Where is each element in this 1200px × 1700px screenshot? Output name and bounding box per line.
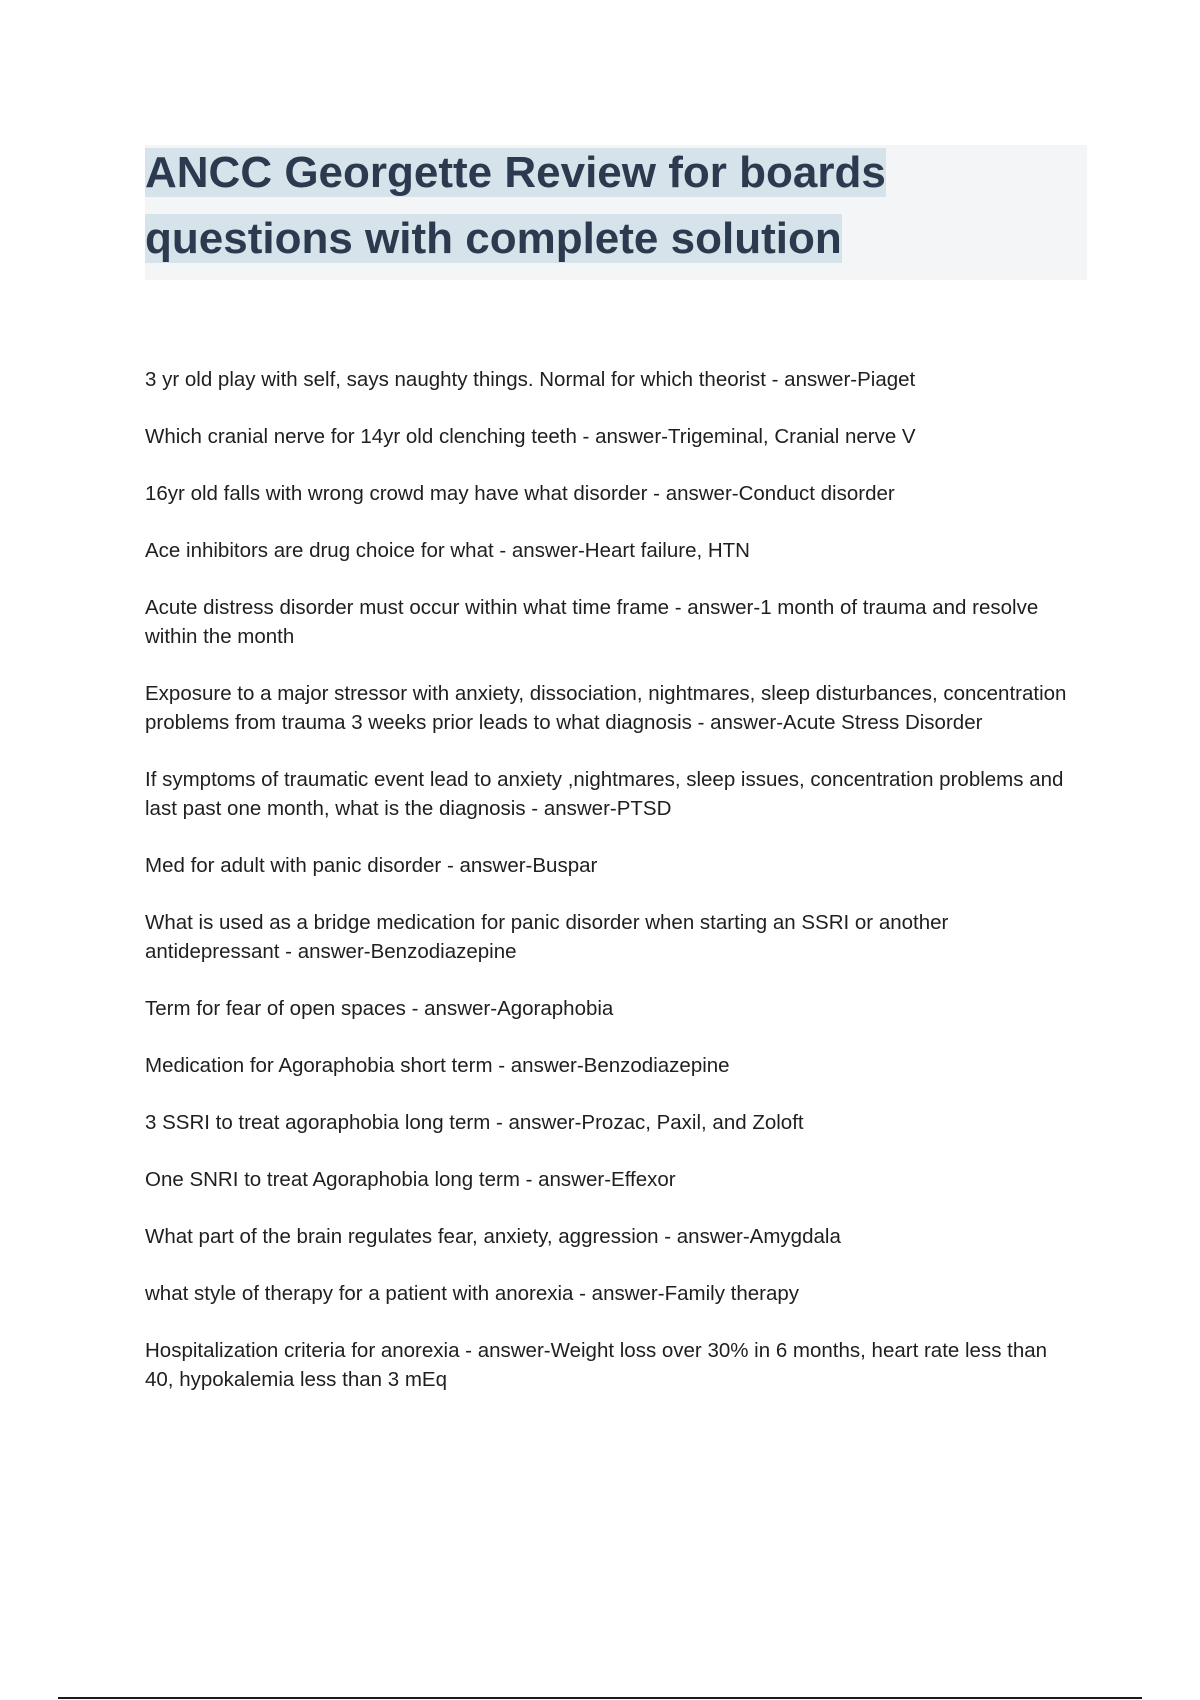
footer-divider (58, 1697, 1142, 1699)
qa-list (145, 365, 1075, 1422)
qa-item: Which cranial nerve for 14yr old clenching teeth - answer-Trigeminal, Cranial nerve V (145, 425, 916, 448)
document-title-text: ANCC Georgette Review for boards questions with complete solution (145, 148, 886, 263)
qa-item: What is used as a bridge medication for panic disorder when starting an SSRI or another antidepressant - answer-Benzodiazepine (145, 911, 949, 963)
qa-item: Exposure to a major stressor with anxiety, dissociation, nightmares, sleep disturbances, concentration problems from trauma 3 weeks prior leads to what diagnosis - answer-Acute Stress Disorder (145, 682, 1067, 734)
qa-item: If symptoms of traumatic event lead to anxiety ,nightmares, sleep issues, concentration problems and last past one month, what is the diagnosis - answer-PTSD (145, 768, 1064, 820)
qa-item: What part of the brain regulates fear, anxiety, aggression - answer-Amygdala (145, 1225, 841, 1248)
qa-item: Med for adult with panic disorder - answer-Buspar (145, 854, 598, 877)
qa-item: 3 yr old play with self, says naughty things. Normal for which theorist - answer-Piaget (145, 368, 916, 391)
qa-item: One SNRI to treat Agoraphobia long term - answer-Effexor (145, 1168, 676, 1191)
qa-item: 3 SSRI to treat agoraphobia long term - answer-Prozac, Paxil, and Zoloft (145, 1111, 804, 1134)
document-title (145, 140, 1085, 272)
qa-item: Ace inhibitors are drug choice for what - answer-Heart failure, HTN (145, 539, 750, 562)
qa-item: 16yr old falls with wrong crowd may have what disorder - answer-Conduct disorder (145, 482, 895, 505)
qa-item: Acute distress disorder must occur within what time frame - answer-1 month of trauma and resolve within the month (145, 596, 1039, 648)
qa-item: what style of therapy for a patient with anorexia - answer-Family therapy (145, 1282, 800, 1305)
qa-item: Term for fear of open spaces - answer-Agoraphobia (145, 997, 614, 1020)
qa-item: Hospitalization criteria for anorexia - answer-Weight loss over 30% in 6 months, heart rate less than 40, hypokalemia less than 3 mEq (145, 1339, 1048, 1391)
qa-item: Medication for Agoraphobia short term - answer-Benzodiazepine (145, 1054, 730, 1077)
